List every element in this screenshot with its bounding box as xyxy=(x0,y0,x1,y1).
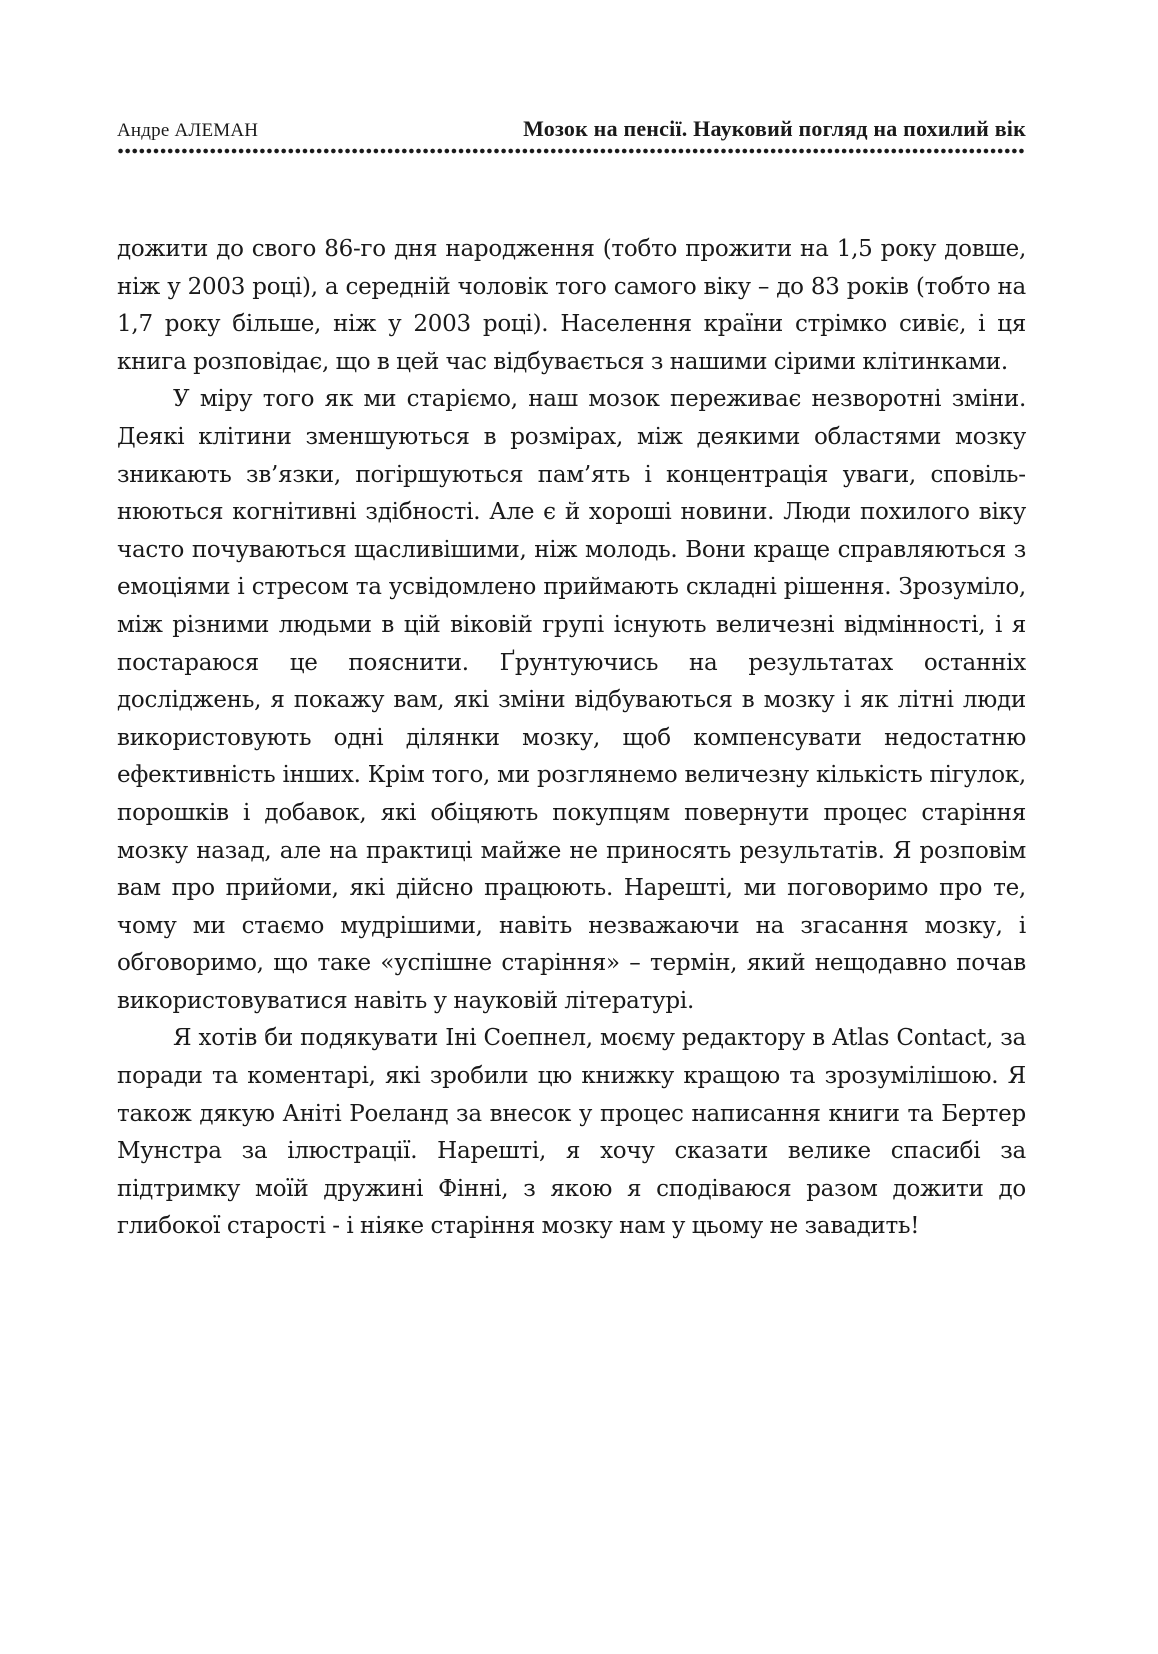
header-dotted-rule xyxy=(117,148,1026,154)
paragraph-brain-changes: У міру того як ми старіємо, наш мозок переживає незворотні зміни. Деякі клітини зменшуються в розмірах, між деякими областями мозку зникають зв’язки, погіршуються пам’ять і концентрація уваги, сповільнюються когнітивні здібності. Але є й хороші новини. Люди похилого віку часто почуваються щасливішими, ніж молодь. Вони краще справляються з емоціями і стресом та усвідомлено приймають складні рішення. Зрозуміло, між різними людьми в цій віковій групі існують величезні відмінності, і я постараюся це пояснити. Ґрунтуючись на результатах останніх досліджень, я покажу вам, які зміни відбуваються в мозку і як літні люди використовують одні ділянки мозку, щоб компенсувати недостатню ефективність інших. Крім того, ми розглянемо величезну кількість пігулок, порошків і добавок, які обіцяють покупцям повернути процес старіння мозку назад, але на практиці майже не приносять результатів. Я розповім вам про прийоми, які дійсно працюють. Нарешті, ми поговоримо про те, чому ми стаємо мудрішими, навіть незважаючи на згасання мозку, і обговоримо, що таке «успішне старіння» – термін, який нещодавно почав використовуватися навіть у науковій літературі. xyxy=(117,386,1026,1014)
body-text xyxy=(117,231,1026,1246)
header-book-title: Мозок на пенсії. Науковий погляд на похилий вік xyxy=(523,116,1026,141)
paragraph-continuation: дожити до свого 86-го дня народження (тобто прожити на 1,5 року довше, ніж у 2003 році), а середній чоловік того самого віку – до 83 років (тобто на 1,7 року більше, ніж у 2003 році). Населення країни стрімко сивіє, і ця книга розповідає, що в цей час відбувається з нашими сірими клітинками. xyxy=(117,236,1026,375)
header-author: Андре АЛЕМАН xyxy=(117,120,259,141)
running-header xyxy=(117,112,1026,142)
paragraph-acknowledgements: Я хотів би подякувати Іні Соепнел, моєму редактору в Atlas Contact, за поради та коментарі, які зробили цю книжку кращою та зрозумілішою. Я також дякую Аніті Роеланд за внесок у процес написання книги та Бертер Мунстра за ілюстрації. Нарешті, я хочу сказати велике спасибі за підтримку моїй дружині Фінні, з якою я сподіваюся разом дожити до глибокої старості - і ніяке старіння мозку нам у цьому не завадить! xyxy=(117,1025,1026,1240)
